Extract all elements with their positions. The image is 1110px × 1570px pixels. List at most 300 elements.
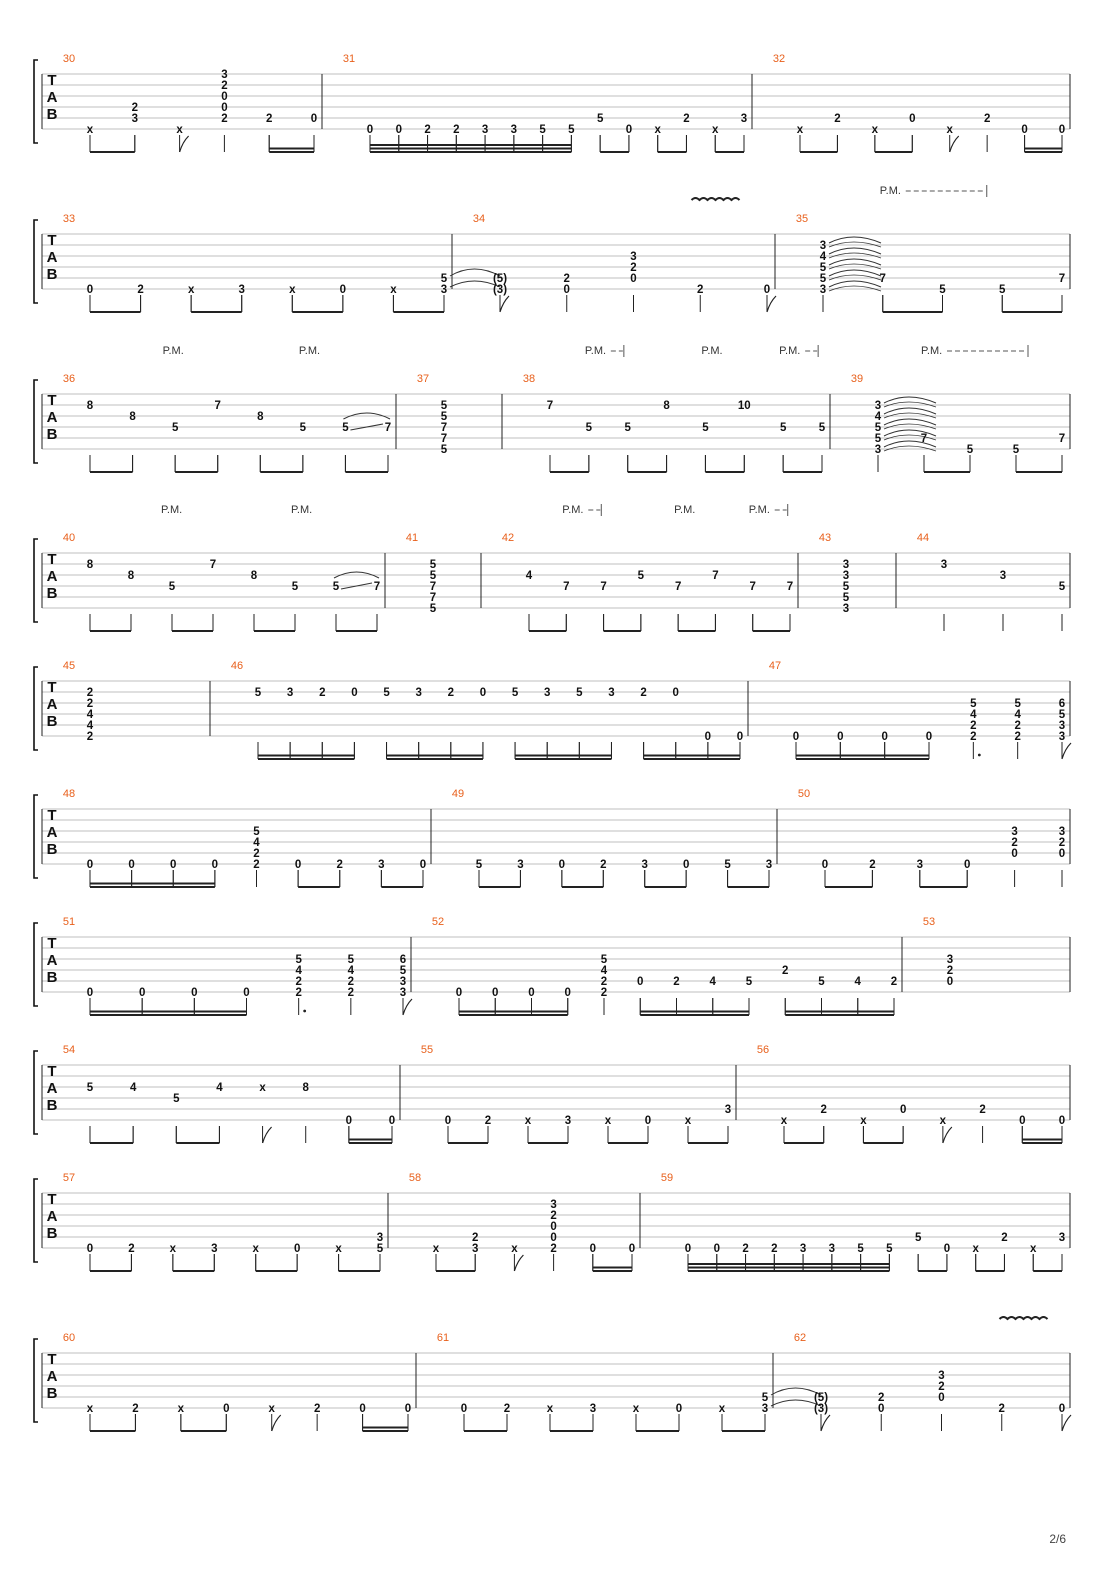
palm-mute-label: P.M. xyxy=(291,504,313,516)
fret-number: 2 xyxy=(1014,720,1021,732)
fret-number: 0 xyxy=(704,731,712,743)
fret-number: 2 xyxy=(630,262,637,274)
fret-number: 2 xyxy=(1011,837,1018,849)
measure-number: 31 xyxy=(342,53,356,65)
fret-number: 5 xyxy=(291,581,299,593)
vibrato-mark xyxy=(692,198,740,200)
fret-number: 0 xyxy=(86,1243,94,1255)
fret-number: 5 xyxy=(539,124,546,136)
measure-number: 55 xyxy=(420,1044,434,1056)
fret-number: 7 xyxy=(440,422,448,434)
fret-number: 3 xyxy=(471,1243,479,1255)
tab-clef-letter: T xyxy=(47,1063,57,1080)
fret-number: 0 xyxy=(191,987,198,999)
fret-number: 3 xyxy=(481,124,489,136)
fret-number: 3 xyxy=(916,859,924,871)
note-flag xyxy=(821,1415,830,1431)
dead-note: x xyxy=(335,1243,342,1255)
tie-arc xyxy=(884,402,936,407)
fret-number: 0 xyxy=(138,987,146,999)
measure-number: 60 xyxy=(62,1332,76,1344)
fret-number: 5 xyxy=(596,113,604,125)
fret-number: 5 xyxy=(475,859,483,871)
tie-arc xyxy=(829,264,881,269)
fret-number: 5 xyxy=(440,411,448,423)
note-flag xyxy=(272,1415,281,1431)
fret-number: 2 xyxy=(600,859,607,871)
fret-number: 5 xyxy=(857,1243,864,1255)
fret-number: 2 xyxy=(447,687,455,699)
tab-clef-letter: T xyxy=(47,679,57,696)
dead-note: x xyxy=(712,124,719,136)
fret-number: 5 xyxy=(253,826,260,838)
fret-number: 5 xyxy=(399,965,407,977)
palm-mute-label: P.M. xyxy=(298,345,321,357)
fret-number: 2 xyxy=(319,687,326,699)
fret-number: 0 xyxy=(564,987,571,999)
dead-note: x xyxy=(604,1115,612,1127)
fret-number: 2 xyxy=(600,976,608,988)
fret-number: (5) xyxy=(492,273,508,285)
tab-clef-letter: A xyxy=(46,89,58,106)
fret-number: 0 xyxy=(682,859,690,871)
fret-number: 0 xyxy=(86,859,94,871)
system-bracket xyxy=(34,667,38,750)
fret-number: 5 xyxy=(702,422,709,434)
fret-number: 7 xyxy=(600,581,607,593)
fret-number: 5 xyxy=(86,1082,94,1094)
fret-number: 3 xyxy=(440,284,448,296)
fret-number: 0 xyxy=(86,284,94,296)
fret-number: 3 xyxy=(564,1115,572,1127)
fret-number: 2 xyxy=(221,113,228,125)
fret-number: 0 xyxy=(558,859,566,871)
dead-note: x xyxy=(632,1403,640,1415)
fret-number: 2 xyxy=(221,80,228,92)
tab-clef-letter: A xyxy=(46,1080,58,1097)
fret-number: 0 xyxy=(1058,1403,1066,1415)
fret-number: 0 xyxy=(419,859,427,871)
fret-number: 0 xyxy=(293,1243,301,1255)
fret-number: 0 xyxy=(221,102,228,114)
fret-number: 3 xyxy=(510,124,518,136)
dead-note: x xyxy=(169,1243,177,1255)
fret-number: 3 xyxy=(828,1243,836,1255)
fret-number: 0 xyxy=(388,1115,396,1127)
tab-clef-letter: B xyxy=(46,1097,58,1114)
measure-number: 43 xyxy=(818,532,832,544)
fret-number: 4 xyxy=(600,965,608,977)
fret-number: 5 xyxy=(624,422,631,434)
fret-number: 3 xyxy=(938,1370,945,1382)
fret-number: 7 xyxy=(563,581,570,593)
fret-number: 2 xyxy=(983,113,991,125)
fret-number: 0 xyxy=(946,976,954,988)
fret-number: 5 xyxy=(440,400,448,412)
fret-number: 5 xyxy=(254,687,262,699)
fret-number: 0 xyxy=(550,1232,557,1244)
fret-number: 4 xyxy=(216,1082,223,1094)
measure-number: 53 xyxy=(922,916,936,928)
fret-number: 7 xyxy=(879,273,886,285)
measure-number: 33 xyxy=(62,213,76,225)
fret-number: 3 xyxy=(630,251,637,263)
fret-number: 2 xyxy=(970,731,977,743)
tie-arc xyxy=(884,446,936,451)
palm-mute-label: P.M. xyxy=(584,345,607,357)
fret-number: 5 xyxy=(173,1093,180,1105)
tab-clef-letter: A xyxy=(46,568,58,585)
fret-number: 4 xyxy=(129,1082,137,1094)
fret-number: 5 xyxy=(585,422,593,434)
measure-number: 39 xyxy=(850,373,864,385)
measure-number: 47 xyxy=(768,660,782,672)
fret-number: 2 xyxy=(820,1104,827,1116)
fret-number: 0 xyxy=(444,1115,452,1127)
measure-number: 35 xyxy=(795,213,809,225)
fret-number: 3 xyxy=(543,687,551,699)
fret-number: 0 xyxy=(395,124,402,136)
fret-number: 5 xyxy=(914,1232,922,1244)
fret-number: 0 xyxy=(211,859,219,871)
fret-number: 2 xyxy=(131,102,139,114)
fret-number: 3 xyxy=(376,1232,384,1244)
tab-clef-letter: A xyxy=(46,1208,58,1225)
measure-number: 32 xyxy=(772,53,786,65)
fret-number: 5 xyxy=(886,1243,893,1255)
fret-number: 0 xyxy=(1058,124,1066,136)
measure-number: 48 xyxy=(62,788,76,800)
fret-number: 8 xyxy=(663,400,670,412)
fret-number: 4 xyxy=(295,965,302,977)
fret-number: 2 xyxy=(86,687,94,699)
fret-number: 3 xyxy=(819,284,827,296)
fret-number: 0 xyxy=(589,1243,597,1255)
measure-number: 46 xyxy=(230,660,244,672)
tab-clef-letter: A xyxy=(46,696,58,713)
fret-number: 5 xyxy=(171,422,179,434)
fret-number: 3 xyxy=(550,1199,557,1211)
measure-number: 30 xyxy=(62,53,76,65)
fret-number: 5 xyxy=(347,954,355,966)
fret-number: 4 xyxy=(525,570,533,582)
fret-number: 5 xyxy=(332,581,340,593)
fret-number: 7 xyxy=(373,581,381,593)
fret-number: 2 xyxy=(998,1403,1005,1415)
fret-number: 5 xyxy=(376,1243,384,1255)
fret-number: 5 xyxy=(295,954,302,966)
measure-number: 49 xyxy=(451,788,465,800)
dead-note: x xyxy=(780,1115,788,1127)
fret-number: 3 xyxy=(946,954,954,966)
fret-number: 0 xyxy=(404,1403,412,1415)
fret-number: 2 xyxy=(132,1403,139,1415)
fret-number: 5 xyxy=(637,570,645,582)
fret-number: 2 xyxy=(946,965,954,977)
system-bracket xyxy=(34,923,38,1006)
fret-number: 3 xyxy=(589,1403,597,1415)
fret-number: 5 xyxy=(761,1392,769,1404)
tab-clef-letter: B xyxy=(46,1385,58,1402)
fret-number: 0 xyxy=(637,976,644,988)
fret-number: 3 xyxy=(1058,731,1066,743)
dead-note: x xyxy=(390,284,397,296)
fret-number: 4 xyxy=(86,709,94,721)
fret-number: 3 xyxy=(1058,1232,1066,1244)
fret-number: 5 xyxy=(970,698,977,710)
note-flag xyxy=(1062,743,1071,759)
fret-number: 7 xyxy=(429,581,437,593)
dot xyxy=(978,754,981,757)
fret-number: 5 xyxy=(819,273,827,285)
note-flag xyxy=(180,136,189,152)
fret-number: 3 xyxy=(999,570,1007,582)
tie-arc xyxy=(829,286,881,291)
fret-number: 4 xyxy=(819,251,827,263)
fret-number: 5 xyxy=(429,603,437,615)
palm-mute-label: P.M. xyxy=(921,345,943,357)
fret-number: 2 xyxy=(86,698,94,710)
fret-number: 5 xyxy=(842,592,850,604)
fret-number: 2 xyxy=(563,273,570,285)
measure-number: 54 xyxy=(62,1044,76,1056)
fret-number: 4 xyxy=(347,965,355,977)
tie-arc xyxy=(884,435,936,440)
tab-clef-letter: B xyxy=(46,585,58,602)
fret-number: 3 xyxy=(799,1243,807,1255)
dead-note: x xyxy=(432,1243,440,1255)
fret-number: 0 xyxy=(672,687,679,699)
measure-number: 62 xyxy=(793,1332,807,1344)
fret-number: 0 xyxy=(837,731,844,743)
fret-number: 2 xyxy=(890,976,898,988)
system-bracket xyxy=(34,539,38,622)
system-bracket xyxy=(34,1339,38,1422)
fret-number: 7 xyxy=(674,581,682,593)
measure-number: 41 xyxy=(405,532,419,544)
note-flag xyxy=(514,1255,523,1271)
fret-number: 0 xyxy=(1011,848,1018,860)
system-bracket xyxy=(34,380,38,463)
tab-clef-letter: A xyxy=(46,409,58,426)
fret-number: 3 xyxy=(842,570,850,582)
fret-number: 0 xyxy=(938,1392,945,1404)
fret-number: 6 xyxy=(399,954,407,966)
fret-number: 5 xyxy=(1012,444,1020,456)
fret-number: 2 xyxy=(295,987,302,999)
tab-clef-letter: T xyxy=(47,1351,57,1368)
fret-number: 0 xyxy=(460,1403,468,1415)
fret-number: 3 xyxy=(724,1104,732,1116)
fret-number: 5 xyxy=(168,581,176,593)
fret-number: 0 xyxy=(878,1403,885,1415)
system-bracket xyxy=(34,60,38,143)
fret-number: 0 xyxy=(351,687,358,699)
fret-number: 5 xyxy=(440,273,448,285)
dead-note: x xyxy=(946,124,953,136)
fret-number: 0 xyxy=(925,731,933,743)
system-bracket xyxy=(34,220,38,303)
fret-number: 0 xyxy=(736,731,744,743)
fret-number: 0 xyxy=(684,1243,692,1255)
dead-note: x xyxy=(860,1115,867,1127)
fret-number: 2 xyxy=(471,1232,479,1244)
dead-note: x xyxy=(546,1403,554,1415)
fret-number: 2 xyxy=(347,987,355,999)
tab-clef-letter: T xyxy=(47,72,57,89)
tab-clef-letter: T xyxy=(47,551,57,568)
tab-clef-letter: T xyxy=(47,392,57,409)
fret-number: 7 xyxy=(786,581,794,593)
measure-number: 57 xyxy=(62,1172,76,1184)
fret-number: 0 xyxy=(359,1403,366,1415)
fret-number: 7 xyxy=(546,400,554,412)
dead-note: x xyxy=(524,1115,532,1127)
fret-number: 0 xyxy=(221,91,228,103)
note-flag xyxy=(403,999,412,1015)
fret-number: 5 xyxy=(939,284,946,296)
fret-number: 0 xyxy=(528,987,535,999)
measure-number: 50 xyxy=(797,788,811,800)
fret-number: 2 xyxy=(869,859,876,871)
fret-number: 0 xyxy=(170,859,177,871)
fret-number: 8 xyxy=(86,400,94,412)
fret-number: 5 xyxy=(779,422,787,434)
fret-number: 5 xyxy=(966,444,974,456)
tab-clef-letter: B xyxy=(46,841,58,858)
fret-number: 7 xyxy=(440,433,448,445)
fret-number: 10 xyxy=(737,400,751,412)
dead-note: x xyxy=(259,1082,266,1094)
fret-number: 2 xyxy=(697,284,704,296)
tab-clef-letter: T xyxy=(47,1191,57,1208)
tab-clef-letter: B xyxy=(46,106,58,123)
fret-number: 2 xyxy=(878,1392,885,1404)
dead-note: x xyxy=(176,124,183,136)
fret-number: 4 xyxy=(709,976,716,988)
note-flag xyxy=(767,296,776,312)
fret-number: 4 xyxy=(86,720,94,732)
fret-number: 0 xyxy=(644,1115,652,1127)
fret-number: 3 xyxy=(641,859,648,871)
fret-number: 0 xyxy=(366,124,374,136)
fret-number: 3 xyxy=(761,1403,769,1415)
note-flag xyxy=(1062,1415,1071,1431)
dot xyxy=(303,1010,306,1013)
fret-number: 8 xyxy=(302,1082,309,1094)
tie-arc xyxy=(884,413,936,418)
fret-number: 0 xyxy=(628,1243,636,1255)
fret-number: 0 xyxy=(128,859,135,871)
fret-number: 5 xyxy=(383,687,390,699)
fret-number: 2 xyxy=(782,965,789,977)
fret-number: 0 xyxy=(86,987,94,999)
fret-number: 2 xyxy=(253,859,260,871)
fret-number: 2 xyxy=(970,720,977,732)
fret-number: 0 xyxy=(943,1243,951,1255)
tab-clef-letter: B xyxy=(46,266,58,283)
dead-note: x xyxy=(718,1403,726,1415)
fret-number: 2 xyxy=(742,1243,749,1255)
fret-number: 5 xyxy=(429,559,437,571)
fret-number: 5 xyxy=(576,687,583,699)
fret-number: 7 xyxy=(712,570,719,582)
fret-number: 0 xyxy=(550,1221,557,1233)
fret-number: 7 xyxy=(1058,433,1066,445)
fret-number: 5 xyxy=(724,859,731,871)
tab-clef-letter: B xyxy=(46,969,58,986)
fret-number: 7 xyxy=(920,433,928,445)
fret-number: 7 xyxy=(214,400,221,412)
fret-number: 0 xyxy=(821,859,829,871)
fret-number: 2 xyxy=(336,859,343,871)
dead-note: x xyxy=(86,124,94,136)
measure-number: 37 xyxy=(416,373,430,385)
fret-number: 5 xyxy=(1058,581,1066,593)
measure-number: 45 xyxy=(62,660,76,672)
fret-number: 8 xyxy=(86,559,94,571)
fret-number: 2 xyxy=(453,124,460,136)
fret-number: 3 xyxy=(1011,826,1018,838)
fret-number: 2 xyxy=(550,1243,557,1255)
measure-number: 58 xyxy=(408,1172,422,1184)
fret-number: 5 xyxy=(818,422,826,434)
fret-number: 3 xyxy=(874,444,882,456)
fret-number: 3 xyxy=(286,687,294,699)
tie-arc xyxy=(884,424,936,429)
fret-number: 0 xyxy=(881,731,888,743)
fret-number: 3 xyxy=(378,859,385,871)
measure-number: 40 xyxy=(62,532,76,544)
fret-number: 0 xyxy=(909,113,916,125)
fret-number: 3 xyxy=(221,69,228,81)
dead-note: x xyxy=(1030,1243,1037,1255)
dead-note: x xyxy=(289,284,296,296)
fret-number: 4 xyxy=(253,837,260,849)
tab-clef-letter: A xyxy=(46,1368,58,1385)
fret-number: 7 xyxy=(384,422,392,434)
fret-number: 2 xyxy=(600,987,608,999)
fret-number: 3 xyxy=(842,603,850,615)
fret-number: 0 xyxy=(223,1403,230,1415)
fret-number: 8 xyxy=(129,411,136,423)
tab-clef-letter: T xyxy=(47,807,57,824)
tie-arc xyxy=(829,253,881,258)
fret-number: 5 xyxy=(1014,698,1021,710)
dead-note: x xyxy=(654,124,661,136)
fret-number: 0 xyxy=(630,273,637,285)
fret-number: 0 xyxy=(792,731,800,743)
dead-note: x xyxy=(268,1403,275,1415)
fret-number: 2 xyxy=(673,976,680,988)
palm-mute-label: P.M. xyxy=(161,504,183,516)
fret-number: 8 xyxy=(127,570,135,582)
measure-number: 61 xyxy=(436,1332,450,1344)
fret-number: 3 xyxy=(740,113,748,125)
fret-number: 2 xyxy=(1001,1232,1008,1244)
fret-number: 5 xyxy=(568,124,575,136)
fret-number: 0 xyxy=(675,1403,683,1415)
page-number: 2/6 xyxy=(1049,1532,1066,1546)
fret-number: 2 xyxy=(253,848,260,860)
fret-number: 3 xyxy=(415,687,422,699)
fret-number: 3 xyxy=(874,400,882,412)
dead-note: x xyxy=(511,1243,518,1255)
fret-number: 3 xyxy=(399,976,407,988)
measure-number: 44 xyxy=(916,532,930,544)
fret-number: 3 xyxy=(940,559,948,571)
fret-number: 3 xyxy=(211,1243,218,1255)
